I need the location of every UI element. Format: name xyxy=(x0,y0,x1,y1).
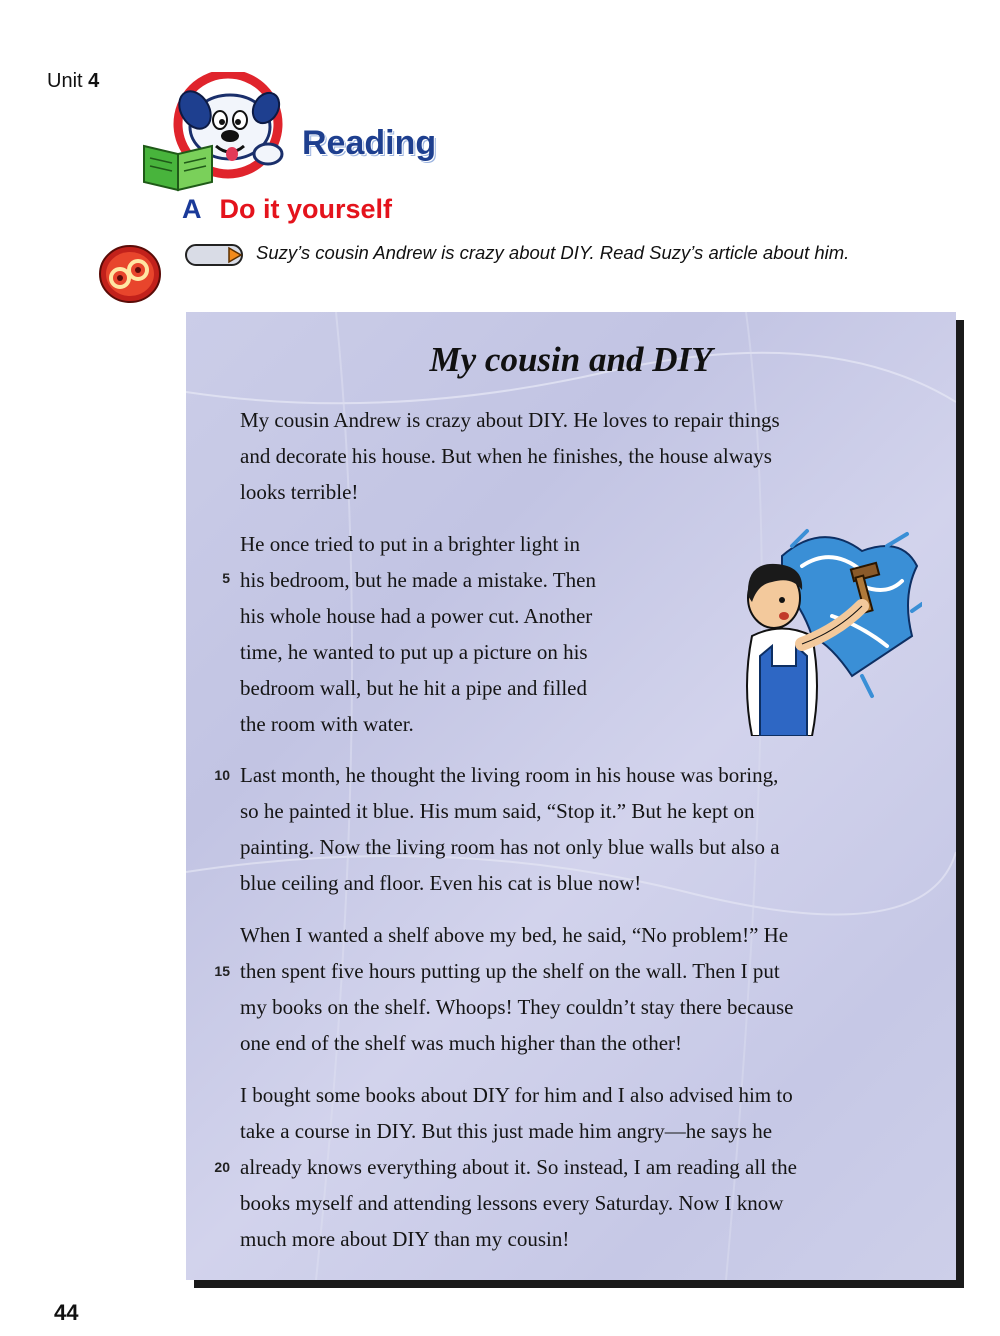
article-line: Last month, he thought the living room in his house was boring, xyxy=(240,763,779,787)
article-line: the room with water. xyxy=(240,712,414,736)
unit-label xyxy=(47,70,99,93)
article-line: books myself and attending lessons every Saturday. Now I know xyxy=(240,1191,784,1215)
article-paragraph xyxy=(240,526,596,742)
article-line: blue ceiling and floor. Even his cat is blue now! xyxy=(240,871,642,895)
unit-label-text: Unit xyxy=(47,70,83,92)
article-line: and decorate his house. But when he finishes, the house always xyxy=(240,444,772,468)
reading-badge-label: Reading xyxy=(302,124,437,162)
play-arrow-icon[interactable] xyxy=(185,244,245,266)
section-title xyxy=(182,194,392,225)
article-paragraph xyxy=(240,757,780,901)
instruction-text: Suzy’s cousin Andrew is crazy about DIY. Read Suzy’s article about him. xyxy=(256,242,850,263)
boy-hammering-pipe-water-spray-icon xyxy=(712,526,922,736)
article-line: then spent five hours putting up the shelf on the wall. Then I put xyxy=(240,959,780,983)
line-number: 5 xyxy=(222,570,230,586)
article-line: looks terrible! xyxy=(240,480,359,504)
line-number: 15 xyxy=(214,963,230,979)
article-line: already knows everything about it. So instead, I am reading all the xyxy=(240,1155,797,1179)
article-line: My cousin Andrew is crazy about DIY. He loves to repair things xyxy=(240,408,780,432)
article-line: one end of the shelf was much higher than the other! xyxy=(240,1031,683,1055)
article-line: so he painted it blue. His mum said, “Stop it.” But he kept on xyxy=(240,799,755,823)
article-line: my books on the shelf. Whoops! They couldn’t stay there because xyxy=(240,995,794,1019)
article-line: take a course in DIY. But this just made him angry—he says he xyxy=(240,1119,773,1143)
article-line: I bought some books about DIY for him and I also advised him to xyxy=(240,1083,793,1107)
article-line: time, he wanted to put up a picture on his xyxy=(240,640,588,664)
cd-icon[interactable] xyxy=(98,244,162,304)
line-number: 20 xyxy=(214,1159,230,1175)
line-number: 10 xyxy=(214,767,230,783)
article-line: bedroom wall, but he hit a pipe and filled xyxy=(240,676,587,700)
article-line: He once tried to put in a brighter light in xyxy=(240,532,580,556)
reading-badge xyxy=(140,72,460,192)
section-letter: A xyxy=(182,194,202,224)
page-number: 44 xyxy=(54,1300,79,1325)
open-book-icon xyxy=(140,134,220,194)
article-paragraph xyxy=(240,402,780,510)
article-line: painting. Now the living room has not only blue walls but also a xyxy=(240,835,780,859)
article-paragraph xyxy=(240,1077,797,1257)
article-paper xyxy=(186,312,956,1280)
article-line: his whole house had a power cut. Another xyxy=(240,604,593,628)
section-name: Do it yourself xyxy=(219,194,393,224)
article-line: When I wanted a shelf above my bed, he said, “No problem!” He xyxy=(240,923,789,947)
article-title: My cousin and DIY xyxy=(429,340,713,379)
article-line: his bedroom, but he made a mistake. Then xyxy=(240,568,596,592)
unit-number: 4 xyxy=(88,70,100,92)
article-line: much more about DIY than my cousin! xyxy=(240,1227,570,1251)
article-paragraph xyxy=(240,917,793,1061)
